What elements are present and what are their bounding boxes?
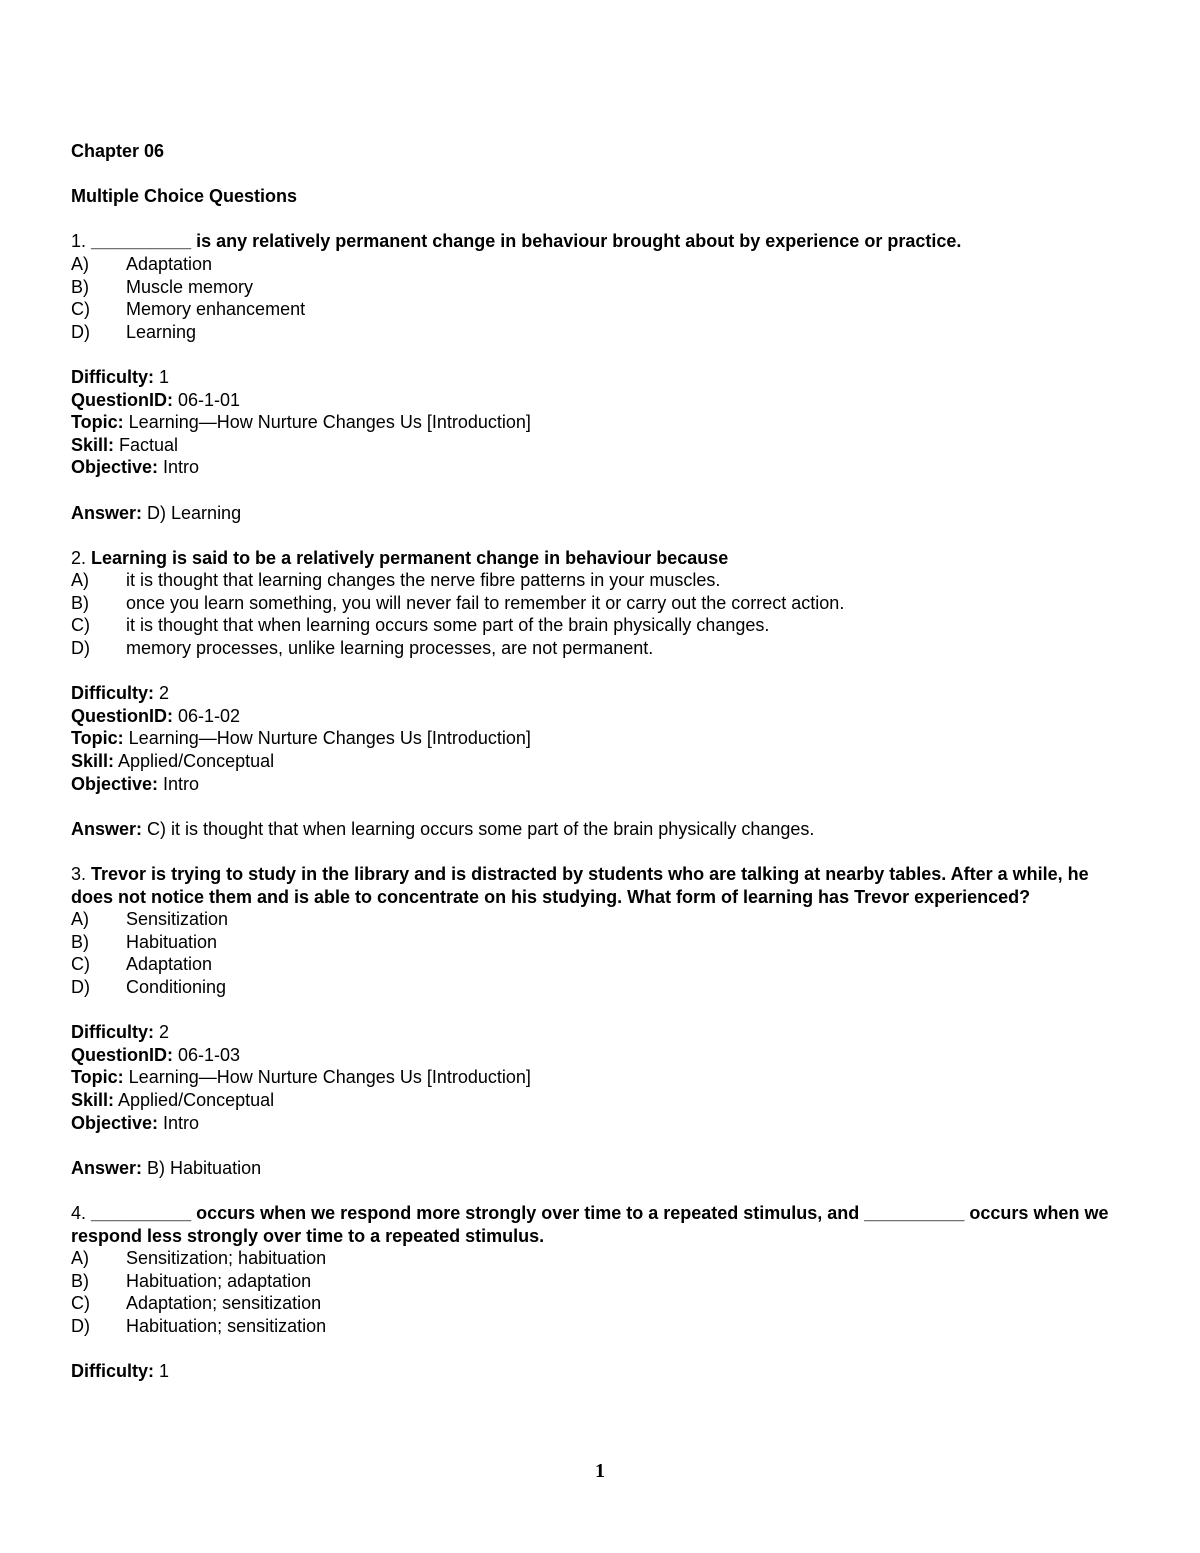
- answer-row: Answer: C) it is thought that when learning occurs some part of the brain physically changes.: [71, 818, 815, 839]
- option-b: B) once you learn something, you will never fail to remember it or carry out the correct action.: [71, 592, 845, 613]
- option-b: B) Habituation; adaptation: [71, 1270, 312, 1291]
- objective-row: Objective: Intro: [71, 457, 200, 478]
- objective-row: Objective: Intro: [71, 773, 200, 794]
- question-stem: __________ occurs when we respond more strongly over time to a repeated stimulus, and __________ occurs when we respond less strongly over time to a repeated stimulus.: [71, 1202, 1109, 1246]
- option-b: B) Habituation: [71, 931, 218, 952]
- section-title: Multiple Choice Questions: [71, 186, 298, 207]
- question-2: [71, 547, 1131, 863]
- question-stem: Trevor is trying to study in the library and is distracted by students who are talking at nearby tables. After a while, he does not notice them and is able to concentrate on his studying. What form of learning has Trevor experienced?: [71, 864, 1089, 907]
- question-id-row: QuestionID: 06-1-01: [71, 389, 241, 410]
- question-stem-block: [71, 863, 1131, 908]
- skill-row: Skill: Applied/Conceptual: [71, 751, 275, 772]
- question-number: 1.: [71, 231, 87, 252]
- question-3: [71, 863, 1131, 1202]
- option-d: D) Conditioning: [71, 976, 227, 997]
- topic-row: Topic: Learning—How Nurture Changes Us [Introduction]: [71, 1067, 531, 1088]
- option-a: A) Adaptation: [71, 253, 213, 274]
- difficulty-row: Difficulty: 1: [71, 1361, 170, 1382]
- question-4: [71, 1202, 1131, 1383]
- option-a: A) Sensitization: [71, 909, 229, 930]
- option-c: C) Memory enhancement: [71, 299, 306, 320]
- option-b: B) Muscle memory: [71, 276, 254, 297]
- option-d: D) memory processes, unlike learning processes, are not permanent.: [71, 638, 654, 659]
- question-number: 2.: [71, 547, 87, 568]
- question-stem: __________ is any relatively permanent change in behaviour brought about by experience or practice.: [91, 231, 962, 252]
- option-c: C) Adaptation; sensitization: [71, 1293, 322, 1314]
- option-a: A) Sensitization; habituation: [71, 1248, 327, 1269]
- document-body: [71, 140, 1131, 1383]
- question-id-row: QuestionID: 06-1-02: [71, 705, 241, 726]
- objective-row: Objective: Intro: [71, 1112, 200, 1133]
- chapter-title: Chapter 06: [71, 141, 165, 161]
- question-number: 3.: [71, 864, 87, 884]
- question-stem: Learning is said to be a relatively permanent change in behaviour because: [91, 547, 729, 568]
- option-d: D) Learning: [71, 321, 197, 342]
- question-stem-block: [71, 1202, 1131, 1247]
- answer-row: Answer: D) Learning: [71, 502, 242, 523]
- option-c: C) Adaptation: [71, 954, 213, 975]
- skill-row: Skill: Factual: [71, 434, 179, 455]
- answer-row: Answer: B) Habituation: [71, 1157, 262, 1178]
- difficulty-row: Difficulty: 2: [71, 1022, 170, 1043]
- option-c: C) it is thought that when learning occurs some part of the brain physically changes.: [71, 615, 770, 636]
- topic-row: Topic: Learning—How Nurture Changes Us [Introduction]: [71, 412, 531, 433]
- question-number: 4.: [71, 1202, 87, 1223]
- difficulty-row: Difficulty: 1: [71, 366, 170, 387]
- question-1: [71, 230, 1131, 546]
- difficulty-row: Difficulty: 2: [71, 683, 170, 704]
- page-number: 1: [595, 1460, 605, 1482]
- skill-row: Skill: Applied/Conceptual: [71, 1089, 275, 1110]
- option-a: A) it is thought that learning changes the nerve fibre patterns in your muscles.: [71, 570, 721, 591]
- option-d: D) Habituation; sensitization: [71, 1315, 327, 1336]
- question-id-row: QuestionID: 06-1-03: [71, 1044, 241, 1065]
- topic-row: Topic: Learning—How Nurture Changes Us [Introduction]: [71, 728, 531, 749]
